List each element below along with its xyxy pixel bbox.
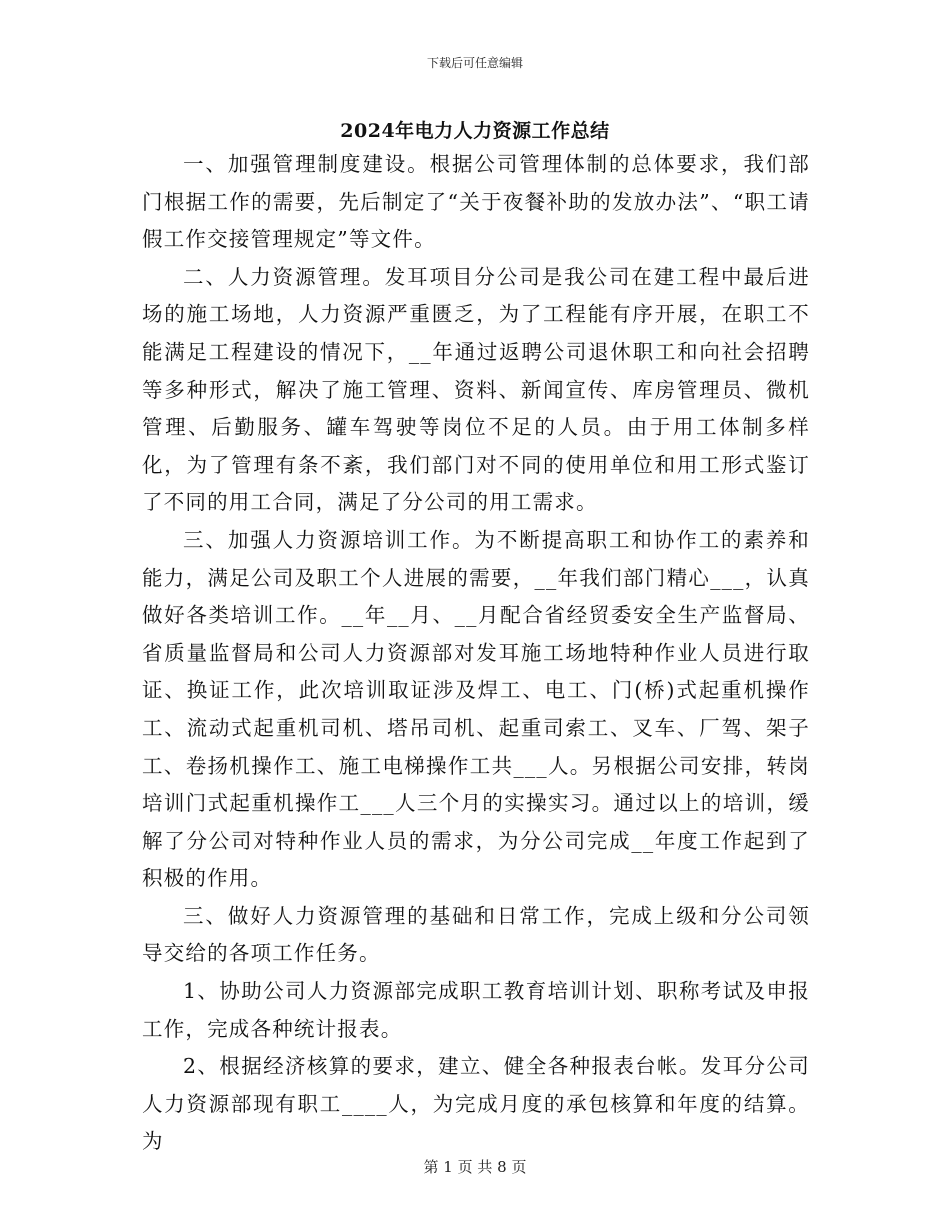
paragraph-item-2: 2、根据经济核算的要求，建立、健全各种报表台帐。发耳分公司人力资源部现有职工____人，为完成月度的承包核算和年度的结算。为	[142, 1054, 810, 1154]
paragraph-management-system: 一、加强管理制度建设。根据公司管理体制的总体要求，我们部门根据工作的需要，先后制定了“关于夜餐补助的发放办法”、“职工请假工作交接管理规定”等文件。	[142, 152, 810, 252]
paragraph-daily-work: 三、做好人力资源管理的基础和日常工作，完成上级和分公司领导交给的各项工作任务。	[142, 903, 810, 966]
paragraph-item-1: 1、协助公司人力资源部完成职工教育培训计划、职称考试及申报工作，完成各种统计报表。	[142, 979, 810, 1041]
page-number: 第 1 页 共 8 页	[423, 1158, 527, 1176]
paragraph-training: 三、加强人力资源培训工作。为不断提高职工和协作工的素养和能力，满足公司及职工个人进展的需要，__年我们部门精心___，认真做好各类培训工作。__年__月、__月配合省经贸委安全生产监督局、省质量监督局和公司人力资源部对发耳施工场地特种作业人员进行取证、换证工作，此次培训取证涉及焊工、电工、门(桥)式起重机操作工、流动式起重机司机、塔吊司机、起重司索工、叉车、厂驾、架子工、卷扬机操作工、施工电梯操作工共___人。另根据公司安排，转岗培训门式起重机操作工___人三个月的实操实习。通过以上的培训，缓解了分公司对特种作业人员的需求，为分公司完成__年度工作起到了积极的作用。	[142, 527, 810, 891]
paragraph-hr-management: 二、人力资源管理。发耳项目分公司是我公司在建工程中最后进场的施工场地，人力资源严重匮乏，为了工程能有序开展，在职工不能满足工程建设的情况下，__年通过返聘公司退休职工和向社会招聘等多种形式，解决了施工管理、资料、新闻宣传、库房管理员、微机管理、后勤服务、罐车驾驶等岗位不足的人员。由于用工体制多样化，为了管理有条不紊，我们部门对不同的使用单位和用工形式鉴订了不同的用工合同，满足了分公司的用工需求。	[142, 264, 810, 515]
document-title: 2024年电力人力资源工作总结	[340, 120, 610, 142]
header-note: 下载后可任意编辑	[426, 56, 523, 70]
document-body	[142, 146, 810, 1161]
